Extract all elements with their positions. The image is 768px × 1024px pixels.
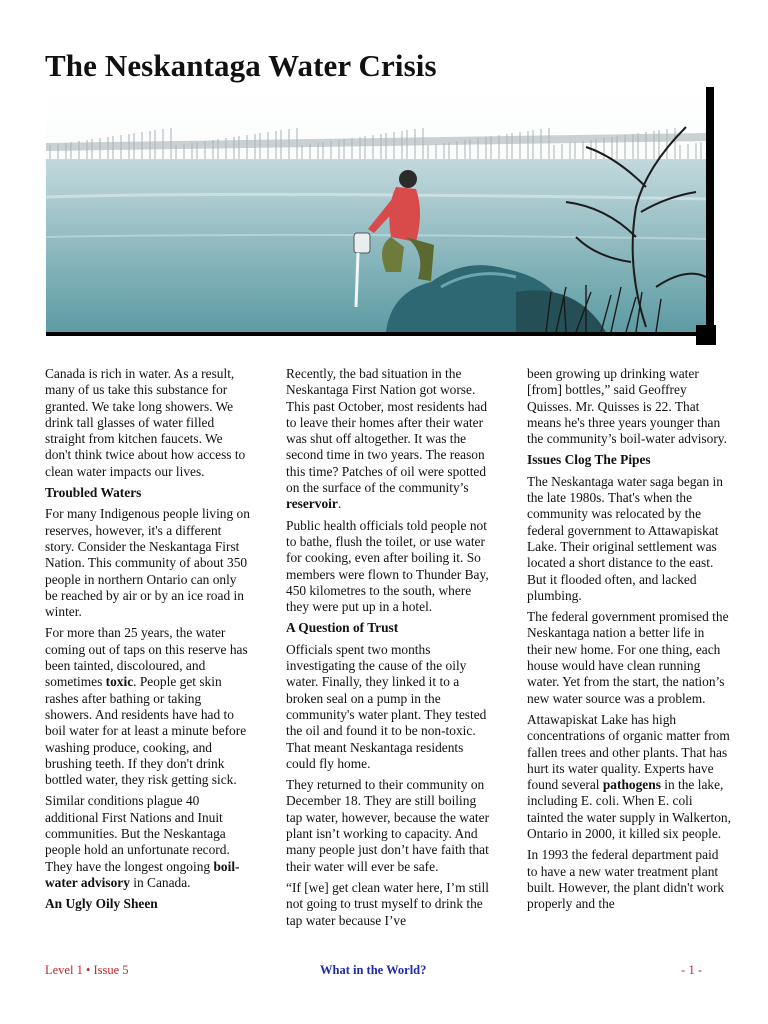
paragraph: [45, 793, 250, 891]
vocab-term: reservoir: [286, 496, 338, 512]
paragraph: [527, 712, 732, 842]
article-column-3: [527, 366, 732, 918]
paragraph: The federal government promised the Neskantaga nation a better life in their new home. For one thing, each house would have clean running water. Yet from the start, the nation’s new water source was a problem.: [527, 609, 729, 706]
footer-page-number: - 1 -: [681, 963, 702, 977]
text-run: in Canada.: [129, 874, 191, 890]
paragraph: They returned to their community on December 18. They are still boiling tap water, however, because the water plant isn’t working to capacity. And many people just don’t have faith that their water will ever be safe.: [286, 777, 490, 874]
paragraph: [45, 625, 250, 788]
paragraph: Officials spent two months investigating the cause of the oily water. Finally, they linked it to a broken seal on a pump in the community's water plant. They tested the oil and found it to be non-toxic. That meant Neskantaga residents could fly home.: [286, 641, 487, 771]
lake-illustration: [46, 87, 716, 345]
paragraph: Public health officials told people not to bathe, flush the toilet, or use water for cooking, even after boiling it. So members were flown to Thunder Bay, 450 kilometres to the south, where they were put up in a hotel.: [286, 517, 489, 615]
text-run: . People get skin rashes after bathing or taking showers. And residents have had to boil water for at least a minute before washing produce, cooking, and brushing teeth. If they don't drink bottled water, they risk getting sick.: [45, 674, 247, 788]
text-run: For more than 25 years, the water coming out of taps on this reserve has been tainted, discoloured, and sometimes: [45, 625, 248, 690]
footer-publication-name: What in the World?: [320, 963, 427, 977]
article-column-1: [45, 366, 250, 918]
article-column-2: [286, 366, 491, 934]
vocab-term: toxic: [105, 674, 134, 690]
page-footer: [0, 962, 768, 980]
text-run: in the lake, including E. coli. When E. coli tainted the water supply in Walkerton, Ontario in 2000, it killed six people.: [527, 777, 731, 842]
paragraph: [286, 366, 491, 513]
text-run: Similar conditions plague 40 additional First Nations and Inuit communities. But the Neskantaga people hold an unfortunate record. They have the longest ongoing: [45, 793, 230, 874]
section-heading: A Question of Trust: [286, 620, 399, 636]
footer-issue-label: Level 1 • Issue 5: [45, 963, 129, 977]
paragraph: been growing up drinking water [from] bottles,” said Geoffrey Quisses. Mr. Quisses is 22. That means he's three years younger than the community’s boil-water advisory.: [527, 366, 727, 447]
section-heading: Troubled Waters: [45, 485, 142, 501]
vocab-term: boil-water advisory: [45, 858, 240, 890]
section-heading: An Ugly Oily Sheen: [45, 896, 158, 912]
paragraph: The Neskantaga water saga began in the late 1980s. That's when the community was relocated by the federal government to Attawapiskat Lake. Their original settlement was located a short distance to the east. But it flooded often, and lacked plumbing.: [527, 473, 723, 603]
paragraph: In 1993 the federal department paid to have a new water treatment plant built. However, the plant didn't work properly and the: [527, 847, 725, 912]
paragraph: “If [we] get clean water here, I’m still not going to trust myself to drink the tap water because I’ve: [286, 879, 489, 928]
text-run: .: [337, 496, 342, 512]
paragraph: Canada is rich in water. As a result, many of us take this substance for granted. We take long showers. We drink tall glasses of water filled straight from kitchen faucets. We don't think twice about how access to clean water impacts our lives.: [45, 366, 246, 479]
vocab-term: pathogens: [602, 777, 661, 793]
text-run: Recently, the bad situation in the Neskantaga First Nation got worse. This past October, most residents had to leave their homes after their water was shut off altogether. It was the second time in two years. The reason this time? Patches of oil were spotted on the surface of the community’s: [286, 366, 488, 496]
text-run: Attawapiskat Lake has high concentrations of organic matter from fallen trees and other plants. That has hurt its water quality. Experts have found several: [527, 711, 730, 793]
page-title: The Neskantaga Water Crisis: [45, 48, 437, 83]
paragraph: For many Indigenous people living on reserves, however, it's a different story. Consider the Neskantaga First Nation. This community of about 350 people in northern Ontario can only be reached by air or by an ice road in winter.: [45, 506, 250, 620]
section-heading: Issues Clog The Pipes: [527, 452, 651, 468]
